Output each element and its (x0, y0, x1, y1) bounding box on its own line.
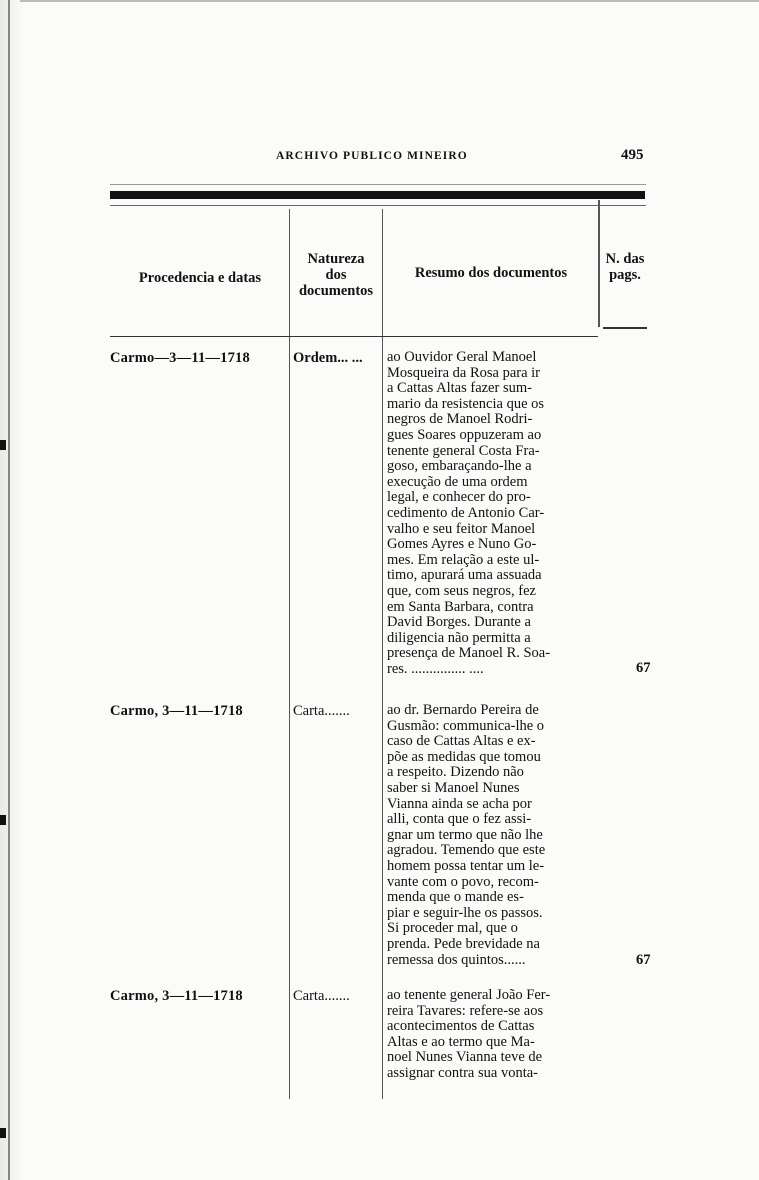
row-date: Carmo, 3—11—1718 (110, 703, 243, 719)
column-header-natureza: Natureza dos documentos (298, 251, 374, 299)
column-divider (382, 209, 383, 1099)
row-summary: ao tenente general João Fer- reira Tavares: refere-se aos acontecimentos de Cattas Altas e ao termo que Ma- noel Nunes Vianna teve de assignar contra sua vonta- (387, 987, 551, 1081)
header-rule-lower (110, 205, 646, 206)
row-nature: Carta....... (293, 703, 350, 719)
page-binding-edge (8, 0, 10, 1180)
row-date: Carmo—3—11—1718 (110, 350, 250, 366)
binding-mark (0, 815, 6, 825)
running-title: ARCHIVO PUBLICO MINEIRO (276, 150, 468, 162)
row-nature: Ordem... ... (293, 350, 363, 366)
header-rule-thin (110, 184, 646, 185)
column-header-procedencia: Procedencia e datas (138, 270, 262, 286)
row-summary: ao dr. Bernardo Pereira de Gusmão: communica-lhe o caso de Cattas Altas e ex- põe as medidas que tomou a respeito. Dizendo não saber si Manoel Nunes Vianna ainda se acha por alli, conta que o fez assi- gnar um termo que não lhe agradou. Temendo que este homem possa tentar um le- vante com o povo, recom- menda que o mande es- piar e seguir-lhe os passos. Si proceder mal, que o prenda. Pede brevidade na remessa dos quintos...... (387, 702, 546, 968)
page-top-edge (20, 0, 759, 2)
row-nature: Carta....... (293, 988, 350, 1004)
header-rule-thick (110, 191, 645, 199)
row-summary: ao Ouvidor Geral Manoel Mosqueira da Rosa para ir a Cattas Altas fazer sum- mario da resistencia que os negros de Manoel Rodri- gues Soares oppuzeram ao tenente general Costa Fra- goso, embaraçando-lhe a execução de uma ordem legal, e conhecer do pro- cedimento de Antonio Car- valho e seu feitor Manoel Gomes Ayres e Nuno Go- mes. Em relação a este ul- timo, apurará uma assuada que, com seus negros, fez em Santa Barbara, contra David Borges. Durante a diligencia não permitta a presença de Manoel R. Soa- res. ............... .... (387, 349, 551, 677)
column-divider (289, 209, 290, 1099)
row-date: Carmo, 3—11—1718 (110, 988, 243, 1004)
page-number: 495 (621, 147, 644, 163)
column-header-resumo: Resumo dos documentos (414, 265, 568, 281)
row-pages: 67 (636, 660, 651, 676)
page-binding-shadow (0, 0, 24, 1180)
header-bottom-rule-right (603, 327, 647, 329)
binding-mark (0, 1128, 6, 1138)
row-pages: 67 (636, 952, 651, 968)
column-header-paginas: N. das pags. (605, 251, 645, 283)
header-bottom-rule (110, 336, 598, 337)
binding-mark (0, 440, 6, 450)
